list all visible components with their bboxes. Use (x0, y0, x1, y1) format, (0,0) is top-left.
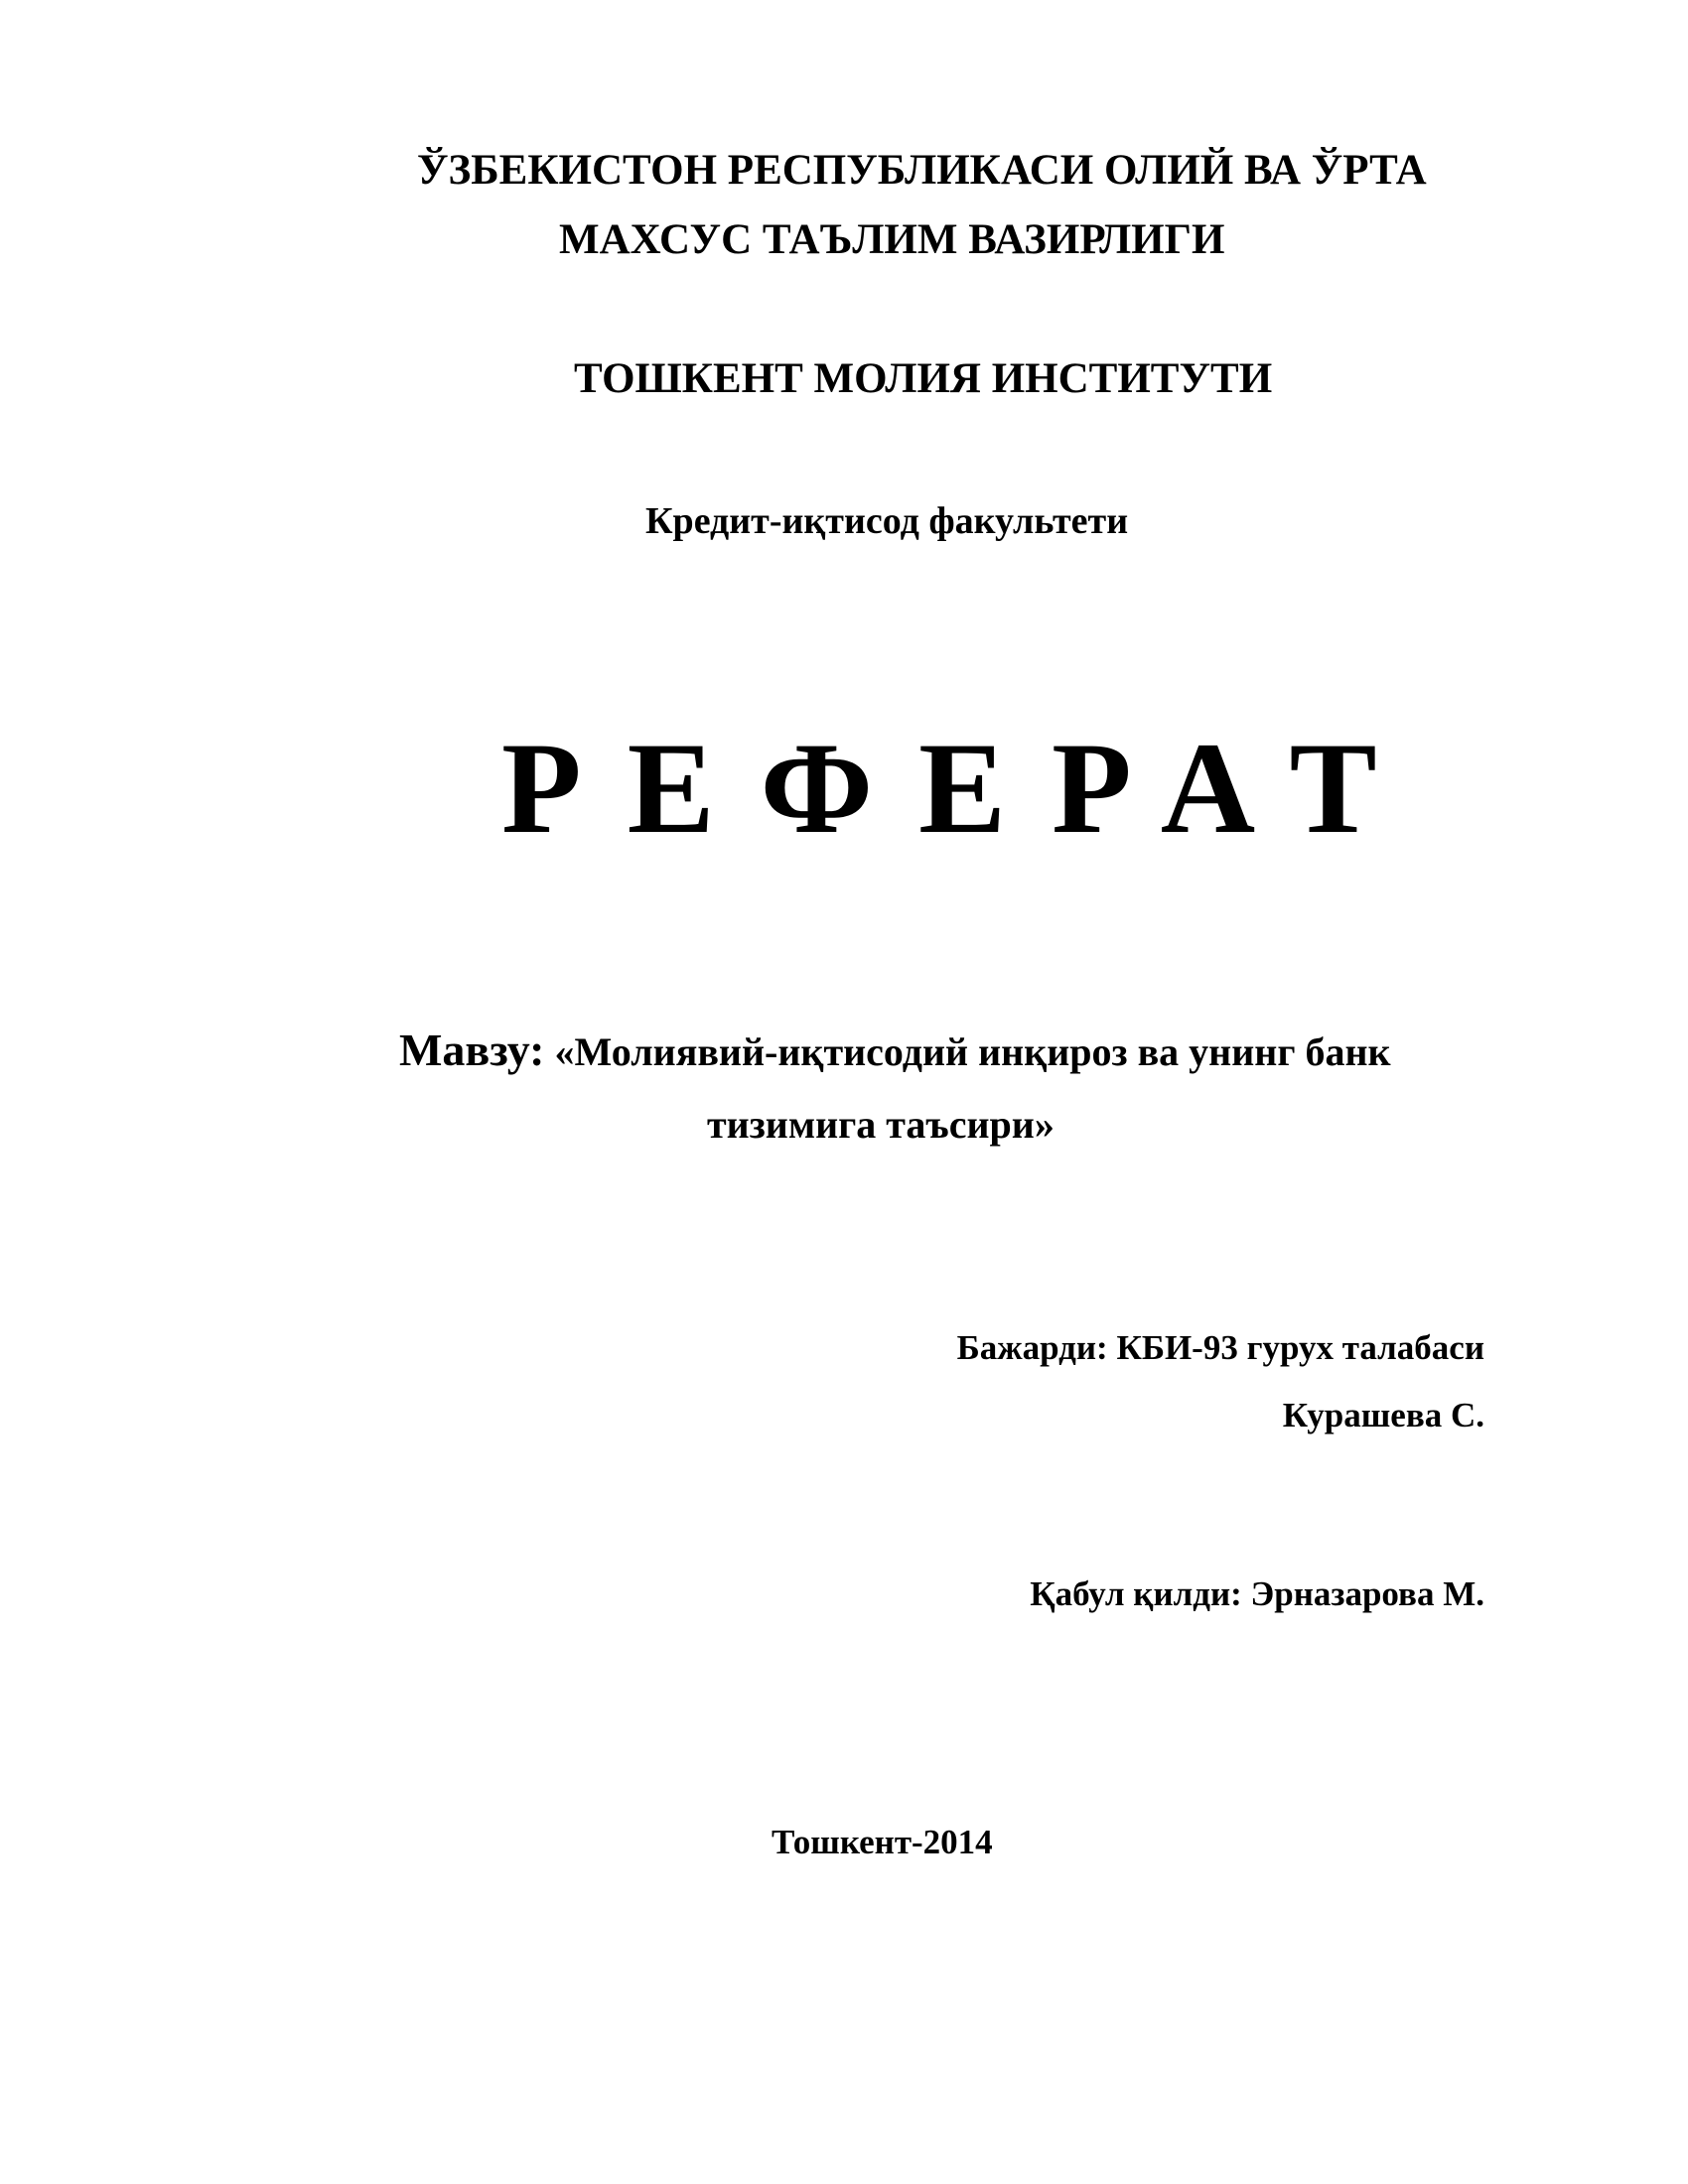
ministry-title-line-1: ЎЗБЕКИСТОН РЕСПУБЛИКАСИ ОЛИЙ ВА ЎРТА (417, 147, 1427, 194)
institute-name: ТОШКЕНТ МОЛИЯ ИНСТИТУТИ (574, 355, 1273, 402)
student-name: Курашева С. (1282, 1396, 1484, 1434)
accepted-by: Қабул қилди: Эрназарова М. (1030, 1574, 1484, 1613)
faculty-name: Кредит-иқтисод факультети (645, 500, 1129, 542)
ministry-title-line-2: МАХСУС ТАЪЛИМ ВАЗИРЛИГИ (559, 216, 1225, 263)
topic-line-1 (399, 1024, 1391, 1075)
topic-title-part-2: тизимига таъсири» (707, 1102, 1055, 1147)
performed-by: Бажарди: КБИ-93 гурух талабаси (956, 1328, 1484, 1367)
topic-label: Мавзу: (399, 1024, 545, 1075)
document-type-title: РЕФЕРАТ (501, 715, 1423, 861)
topic-title-part-1: «Молиявий-иқтисодий инқироз ва унинг банк (554, 1029, 1391, 1074)
city-year: Тошкент-2014 (772, 1823, 993, 1861)
